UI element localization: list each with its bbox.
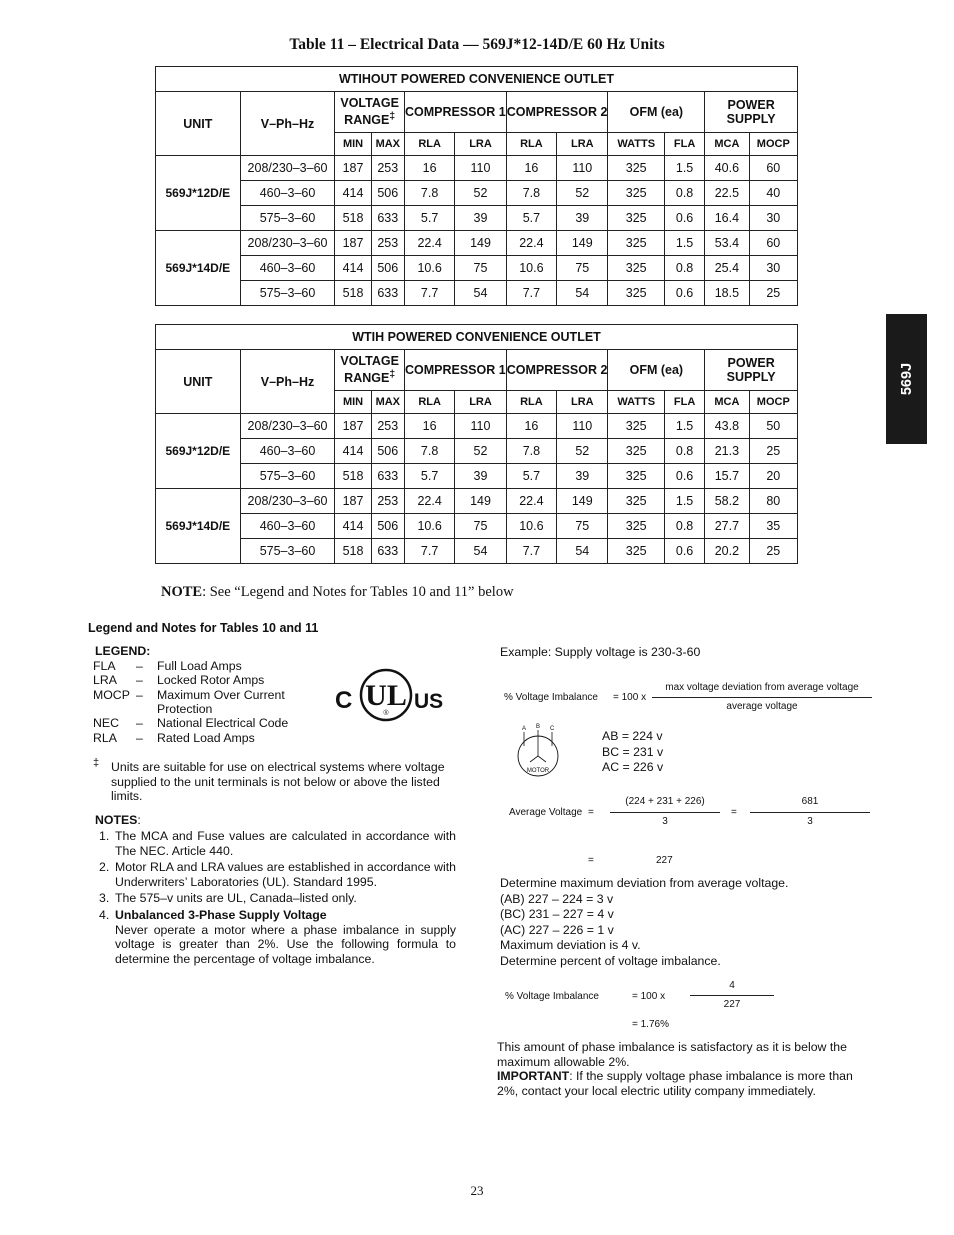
value-cell: 7.7 — [506, 281, 556, 306]
fraction-bar — [690, 995, 774, 996]
svg-text:B: B — [536, 724, 541, 730]
sub-header: MCA — [705, 133, 749, 156]
table-row — [156, 181, 798, 206]
table-row — [156, 489, 798, 514]
value-cell: 50 — [749, 414, 797, 439]
value-cell: 633 — [371, 206, 404, 231]
value-cell: 39 — [557, 464, 608, 489]
value-cell: 110 — [455, 156, 506, 181]
fraction-bar — [750, 812, 870, 813]
value-cell: 20.2 — [705, 539, 749, 564]
value-cell: 0.6 — [664, 206, 704, 231]
value-cell: 52 — [455, 439, 506, 464]
reading-ac: AC = 226 v — [602, 760, 664, 774]
value-cell: 0.8 — [664, 439, 704, 464]
value-cell: 35 — [749, 514, 797, 539]
table-row — [156, 231, 798, 256]
formula-eq: = 100 x — [613, 692, 647, 703]
svg-text:A: A — [522, 726, 527, 732]
value-cell: 506 — [371, 514, 404, 539]
col-header-voltage-range: VOLTAGE RANGE‡ — [335, 92, 405, 133]
value-cell: 7.8 — [404, 181, 454, 206]
col-header-compressor-1: COMPRESSOR 1 — [404, 350, 506, 391]
conclusion-text: This amount of phase imbalance is satisfactory as it is below the maximum allowable 2%. — [497, 1040, 847, 1069]
note-item: 2. Motor RLA and LRA values are established in accordance with Underwriters’ Laboratories (UL). Standard 1995. — [99, 860, 456, 889]
col-header-ofm: OFM (ea) — [608, 92, 705, 133]
average-voltage-label: Average Voltage — [509, 807, 583, 818]
percent-denominator: 227 — [723, 999, 741, 1010]
value-cell: 18.5 — [705, 281, 749, 306]
value-cell: 253 — [371, 414, 404, 439]
value-cell: 518 — [335, 539, 371, 564]
svg-text:MOTOR: MOTOR — [526, 768, 550, 774]
col-header-compressor-2: COMPRESSOR 2 — [506, 92, 608, 133]
table-body — [156, 414, 798, 564]
value-cell: 10.6 — [404, 256, 454, 281]
vph-cell: 208/230–3–60 — [240, 489, 335, 514]
value-cell: 39 — [557, 206, 608, 231]
vph-cell: 460–3–60 — [240, 514, 335, 539]
table-note — [161, 584, 514, 601]
table-row — [156, 256, 798, 281]
average-numerator: (224 + 231 + 226) — [625, 796, 705, 807]
table-row — [156, 439, 798, 464]
vph-cell: 460–3–60 — [240, 256, 335, 281]
value-cell: 20 — [749, 464, 797, 489]
value-cell: 253 — [371, 231, 404, 256]
value-cell: 25.4 — [705, 256, 749, 281]
value-cell: 75 — [455, 256, 506, 281]
sub-header: MAX — [371, 391, 404, 414]
average-denominator-2: 3 — [807, 816, 813, 827]
sub-header: MOCP — [749, 391, 797, 414]
value-cell: 7.7 — [506, 539, 556, 564]
example-intro: Example: Supply voltage is 230-3-60 — [500, 645, 701, 659]
value-cell: 414 — [335, 181, 371, 206]
value-cell: 325 — [608, 231, 664, 256]
value-cell: 414 — [335, 514, 371, 539]
value-cell: 518 — [335, 206, 371, 231]
sub-header: LRA — [455, 133, 506, 156]
value-cell: 414 — [335, 256, 371, 281]
value-cell: 22.4 — [506, 489, 556, 514]
col-header-compressor-2: COMPRESSOR 2 — [506, 350, 608, 391]
legend-heading: Legend and Notes for Tables 10 and 11 — [88, 621, 319, 635]
col-header-compressor-1: COMPRESSOR 1 — [404, 92, 506, 133]
vph-cell: 208/230–3–60 — [240, 414, 335, 439]
sub-header: FLA — [664, 391, 704, 414]
vph-cell: 208/230–3–60 — [240, 231, 335, 256]
value-cell: 414 — [335, 439, 371, 464]
note-item: 3. The 575–v units are UL, Canada–listed only. — [99, 891, 357, 905]
value-cell: 633 — [371, 464, 404, 489]
value-cell: 0.8 — [664, 514, 704, 539]
value-cell: 10.6 — [404, 514, 454, 539]
svg-text:UL: UL — [365, 679, 407, 712]
svg-text:C: C — [335, 687, 353, 714]
value-cell: 0.6 — [664, 281, 704, 306]
col-header-power-supply: POWER SUPPLY — [705, 92, 798, 133]
value-cell: 149 — [557, 231, 608, 256]
vph-cell: 575–3–60 — [240, 281, 335, 306]
sub-header: RLA — [506, 133, 556, 156]
sub-header: MOCP — [749, 133, 797, 156]
value-cell: 325 — [608, 439, 664, 464]
value-cell: 7.7 — [404, 281, 454, 306]
value-cell: 58.2 — [705, 489, 749, 514]
table-row — [156, 539, 798, 564]
value-cell: 21.3 — [705, 439, 749, 464]
value-cell: 253 — [371, 156, 404, 181]
motor-diagram-icon — [512, 720, 562, 778]
table-row — [156, 414, 798, 439]
value-cell: 325 — [608, 539, 664, 564]
value-cell: 22.5 — [705, 181, 749, 206]
value-cell: 187 — [335, 231, 371, 256]
value-cell: 325 — [608, 281, 664, 306]
page-title: Table 11 – Electrical Data — 569J*12-14D/E 60 Hz Units — [289, 36, 665, 53]
important-note: IMPORTANT: If the supply voltage phase imbalance is more than 2%, contact your local electric utility company immediately. — [497, 1069, 853, 1098]
value-cell: 7.8 — [404, 439, 454, 464]
equals-sign: = — [588, 855, 594, 866]
unit-cell: 569J*14D/E — [156, 489, 241, 564]
value-cell: 506 — [371, 439, 404, 464]
dagger-note: Units are suitable for use on electrical systems where voltage supplied to the unit terminals is not below or above the listed limits. — [111, 760, 445, 803]
vph-cell: 575–3–60 — [240, 206, 335, 231]
value-cell: 506 — [371, 181, 404, 206]
col-header-voltage-range: VOLTAGE RANGE‡ — [335, 350, 405, 391]
value-cell: 1.5 — [664, 489, 704, 514]
table-caption: WTIHOUT POWERED CONVENIENCE OUTLET — [156, 67, 798, 92]
note-text: : See “Legend and Notes for Tables 10 and 11” below — [202, 584, 514, 600]
value-cell: 16 — [404, 414, 454, 439]
value-cell: 110 — [557, 156, 608, 181]
value-cell: 0.6 — [664, 464, 704, 489]
value-cell: 5.7 — [506, 206, 556, 231]
value-cell: 5.7 — [506, 464, 556, 489]
value-cell: 16 — [506, 156, 556, 181]
value-cell: 149 — [455, 489, 506, 514]
value-cell: 22.4 — [404, 489, 454, 514]
value-cell: 27.7 — [705, 514, 749, 539]
vph-cell: 460–3–60 — [240, 181, 335, 206]
value-cell: 54 — [455, 281, 506, 306]
sub-header: MCA — [705, 391, 749, 414]
percent-label: % Voltage Imbalance — [505, 991, 599, 1002]
average-denominator: 3 — [662, 816, 668, 827]
value-cell: 30 — [749, 206, 797, 231]
vph-cell: 575–3–60 — [240, 464, 335, 489]
percent-eq: = 100 x — [632, 991, 666, 1002]
table-row — [156, 281, 798, 306]
fraction-bar — [610, 812, 720, 813]
legend-label: LEGEND: — [95, 644, 151, 658]
svg-text:C: C — [550, 726, 555, 732]
value-cell: 325 — [608, 514, 664, 539]
svg-text:US: US — [414, 690, 444, 713]
sub-header: LRA — [455, 391, 506, 414]
value-cell: 53.4 — [705, 231, 749, 256]
value-cell: 5.7 — [404, 464, 454, 489]
fraction-bar — [652, 697, 872, 698]
svg-text:®: ® — [383, 710, 389, 717]
value-cell: 187 — [335, 156, 371, 181]
equals-sign: = — [588, 807, 594, 818]
value-cell: 40.6 — [705, 156, 749, 181]
value-cell: 16 — [506, 414, 556, 439]
sub-header: WATTS — [608, 391, 664, 414]
formula-numerator: max voltage deviation from average voltage — [665, 682, 859, 693]
value-cell: 187 — [335, 414, 371, 439]
value-cell: 633 — [371, 539, 404, 564]
equals-sign: = — [731, 807, 737, 818]
value-cell: 187 — [335, 489, 371, 514]
col-header-vph: V–Ph–Hz — [240, 350, 335, 414]
note-item: 4. Unbalanced 3-Phase Supply Voltage Never operate a motor where a phase imbalance in supply voltage is greater than 2%. Use the following formula to determine the percentage of voltage imbalance. — [99, 908, 456, 966]
value-cell: 633 — [371, 281, 404, 306]
table-row — [156, 206, 798, 231]
value-cell: 22.4 — [404, 231, 454, 256]
value-cell: 253 — [371, 489, 404, 514]
value-cell: 75 — [455, 514, 506, 539]
col-header-vph: V–Ph–Hz — [240, 92, 335, 156]
value-cell: 325 — [608, 414, 664, 439]
value-cell: 75 — [557, 256, 608, 281]
value-cell: 0.8 — [664, 256, 704, 281]
table-body — [156, 156, 798, 306]
formula-denominator: average voltage — [726, 701, 798, 712]
value-cell: 30 — [749, 256, 797, 281]
table-row — [156, 464, 798, 489]
value-cell: 518 — [335, 464, 371, 489]
percent-result: = 1.76% — [632, 1019, 669, 1030]
sub-header: MIN — [335, 133, 371, 156]
value-cell: 7.8 — [506, 439, 556, 464]
vph-cell: 575–3–60 — [240, 539, 335, 564]
sub-header: WATTS — [608, 133, 664, 156]
page-number: 23 — [470, 1183, 484, 1198]
vph-cell: 460–3–60 — [240, 439, 335, 464]
value-cell: 80 — [749, 489, 797, 514]
col-header-power-supply: POWER SUPPLY — [705, 350, 798, 391]
note-item: 1. The MCA and Fuse values are calculated in accordance with The NEC. Article 440. — [99, 829, 456, 858]
sub-header: FLA — [664, 133, 704, 156]
reading-bc: BC = 231 v — [602, 745, 664, 759]
value-cell: 325 — [608, 464, 664, 489]
value-cell: 325 — [608, 489, 664, 514]
deviation-steps: Determine maximum deviation from average voltage. (AB) 227 – 224 = 3 v (BC) 231 – 227 = 4 v (AC) 227 – 226 = 1 v Maximum deviation is 4 v. Determine percent of voltage imbalance. — [500, 876, 789, 968]
value-cell: 25 — [749, 539, 797, 564]
value-cell: 25 — [749, 281, 797, 306]
value-cell: 5.7 — [404, 206, 454, 231]
value-cell: 43.8 — [705, 414, 749, 439]
value-cell: 1.5 — [664, 156, 704, 181]
value-cell: 325 — [608, 156, 664, 181]
unit-cell: 569J*12D/E — [156, 156, 241, 231]
value-cell: 110 — [557, 414, 608, 439]
culus-logo-icon — [332, 665, 444, 723]
value-cell: 506 — [371, 256, 404, 281]
unit-cell: 569J*14D/E — [156, 231, 241, 306]
sub-header: LRA — [557, 133, 608, 156]
value-cell: 1.5 — [664, 231, 704, 256]
col-header-unit: UNIT — [156, 350, 241, 414]
value-cell: 1.5 — [664, 414, 704, 439]
value-cell: 0.6 — [664, 539, 704, 564]
value-cell: 325 — [608, 206, 664, 231]
col-header-ofm: OFM (ea) — [608, 350, 705, 391]
table-row — [156, 514, 798, 539]
value-cell: 325 — [608, 256, 664, 281]
electrical-table-without-outlet — [155, 66, 798, 306]
percent-numerator: 4 — [729, 980, 735, 991]
reading-ab: AB = 224 v — [602, 729, 663, 743]
table-caption: WTIH POWERED CONVENIENCE OUTLET — [156, 325, 798, 350]
value-cell: 110 — [455, 414, 506, 439]
sub-header: MAX — [371, 133, 404, 156]
important-label: IMPORTANT — [497, 1069, 570, 1083]
value-cell: 60 — [749, 156, 797, 181]
dagger-symbol: ‡ — [93, 757, 100, 769]
value-cell: 10.6 — [506, 256, 556, 281]
value-cell: 54 — [557, 281, 608, 306]
sub-header: RLA — [404, 133, 454, 156]
value-cell: 60 — [749, 231, 797, 256]
value-cell: 54 — [557, 539, 608, 564]
value-cell: 22.4 — [506, 231, 556, 256]
value-cell: 16.4 — [705, 206, 749, 231]
average-numerator-2: 681 — [801, 796, 819, 807]
value-cell: 16 — [404, 156, 454, 181]
value-cell: 7.7 — [404, 539, 454, 564]
value-cell: 0.8 — [664, 181, 704, 206]
value-cell: 52 — [455, 181, 506, 206]
unit-cell: 569J*12D/E — [156, 414, 241, 489]
value-cell: 149 — [455, 231, 506, 256]
average-result: 227 — [656, 855, 673, 866]
side-tab-label: 569J — [898, 362, 915, 396]
value-cell: 52 — [557, 439, 608, 464]
electrical-table-with-outlet — [155, 324, 798, 564]
note-title: Unbalanced 3-Phase Supply Voltage — [115, 908, 327, 922]
value-cell: 7.8 — [506, 181, 556, 206]
value-cell: 325 — [608, 181, 664, 206]
sub-header: RLA — [404, 391, 454, 414]
sub-header: LRA — [557, 391, 608, 414]
value-cell: 39 — [455, 206, 506, 231]
value-cell: 54 — [455, 539, 506, 564]
value-cell: 15.7 — [705, 464, 749, 489]
value-cell: 52 — [557, 181, 608, 206]
table-row — [156, 156, 798, 181]
vph-cell: 208/230–3–60 — [240, 156, 335, 181]
side-tab — [886, 314, 927, 444]
note-label: NOTE — [161, 584, 203, 600]
value-cell: 149 — [557, 489, 608, 514]
value-cell: 39 — [455, 464, 506, 489]
notes-label: NOTES: — [95, 813, 141, 827]
col-header-unit: UNIT — [156, 92, 241, 156]
value-cell: 25 — [749, 439, 797, 464]
value-cell: 518 — [335, 281, 371, 306]
sub-header: RLA — [506, 391, 556, 414]
value-cell: 10.6 — [506, 514, 556, 539]
value-cell: 75 — [557, 514, 608, 539]
sub-header: MIN — [335, 391, 371, 414]
formula-label: % Voltage Imbalance — [504, 692, 598, 703]
value-cell: 40 — [749, 181, 797, 206]
